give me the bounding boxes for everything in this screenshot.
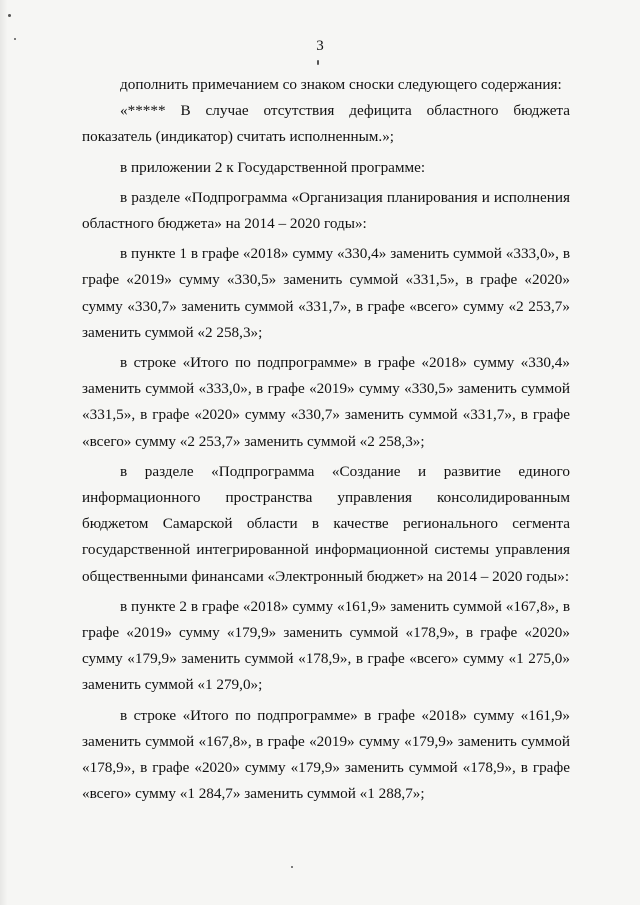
scan-speck bbox=[291, 866, 293, 868]
scan-speck bbox=[8, 14, 11, 17]
paragraph: в строке «Итого по подпрограмме» в графе «2018» сумму «330,4» заменить суммой «333,0», в графе «2019» сумму «330,5» заменить суммой «331,5», в графе «2020» сумму «330,7» заменить суммой «331,7», в графе «всего» сумму «2 253,7» заменить суммой «2 258,3»; bbox=[82, 354, 570, 450]
paragraph: «***** В случае отсутствия дефицита областного бюджета показатель (индикатор) считать исполненным.»; bbox=[82, 102, 570, 146]
paragraph: дополнить примечанием со знаком сноски следующего содержания: bbox=[120, 76, 562, 93]
scan-edge-shadow bbox=[0, 0, 8, 905]
document-body bbox=[82, 72, 570, 807]
paragraph: в приложении 2 к Государственной программе: bbox=[120, 158, 426, 176]
paragraph: в пункте 1 в графе «2018» сумму «330,4» заменить суммой «333,0», в графе «2019» сумму «330,5» заменить суммой «331,5», в графе «2020» сумму «330,7» заменить суммой «331,7», в графе «всего» сумму «2 253,7» заменить суммой «2 258,3»; bbox=[82, 245, 570, 341]
scan-speck bbox=[317, 60, 319, 65]
paragraph: в разделе «Подпрограмма «Создание и развитие единого информационного пространства управления консолидированным бюджетом Самарской области в качестве регионального сегмента государственной интегрированной информационной системы управления общественными финансами «Электронный бюджет» на 2014 – 2020 годы»: bbox=[82, 462, 570, 585]
page-number: 3 bbox=[316, 38, 324, 54]
paragraph: в строке «Итого по подпрограмме» в графе «2018» сумму «161,9» заменить суммой «167,8», в графе «2019» сумму «179,9» заменить суммой «178,9», в графе «2020» сумму «179,9» заменить суммой «178,9», в графе «всего» сумму «1 284,7» заменить суммой «1 288,7»; bbox=[82, 706, 570, 803]
paragraph: в разделе «Подпрограмма «Организация планирования и исполнения областного бюджета» на 2014 – 2020 годы»: bbox=[82, 188, 570, 233]
paragraph: в пункте 2 в графе «2018» сумму «161,9» заменить суммой «167,8», в графе «2019» сумму «179,9» заменить суммой «178,9», в графе «2020» сумму «179,9» заменить суммой «178,9», в графе «всего» сумму «1 275,0» заменить суммой «1 279,0»; bbox=[82, 597, 570, 694]
